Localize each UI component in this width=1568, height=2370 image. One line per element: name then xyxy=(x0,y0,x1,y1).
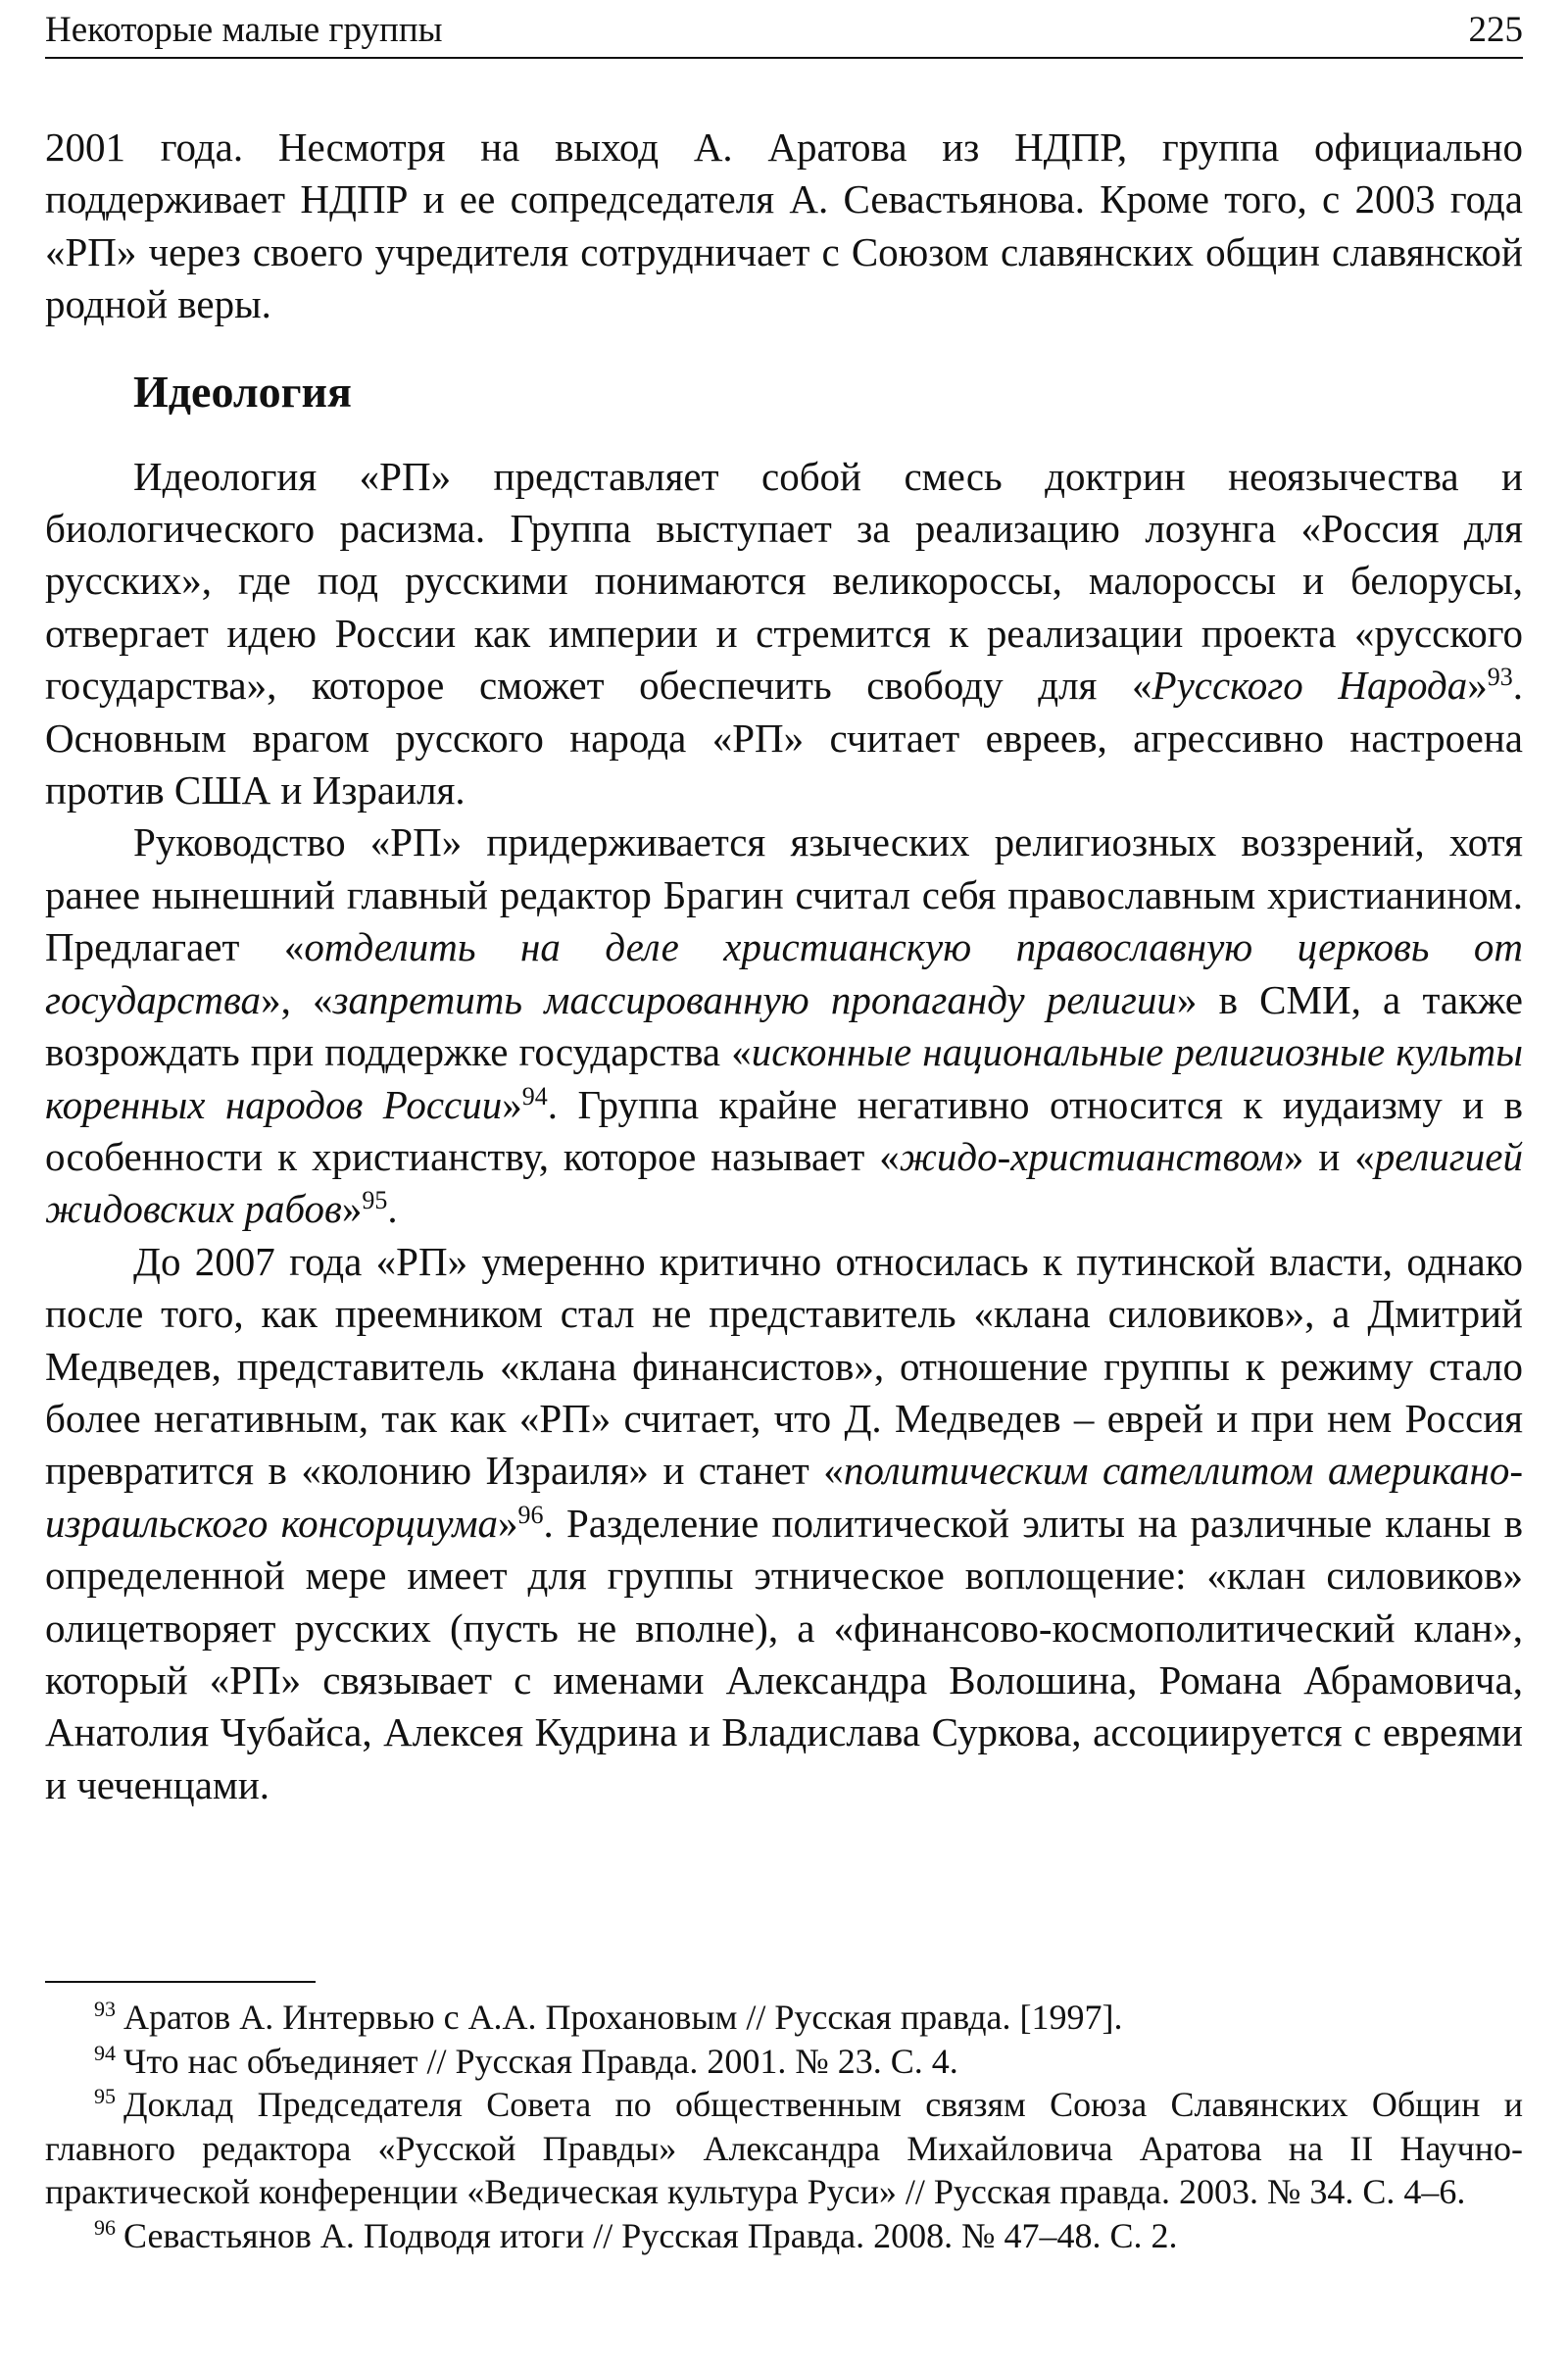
text-run: », « xyxy=(261,976,333,1022)
running-header xyxy=(45,6,1523,59)
footnotes xyxy=(45,1996,1523,2257)
text-run: Идеология «РП» представляет собой смесь доктрин неоязычества и биологического расизма. Группа выступает за реализацию лозунга «Россия для русских», где под русскими понимаются великороссы, малороссы и белорусы, отвергает идею России как империи и стремится к реализации проекта «русского государства», которое сможет обеспечить свободу для « xyxy=(45,453,1523,709)
text-run: » в СМИ, а также возрождать при поддержке государства « xyxy=(45,976,1523,1075)
page-number: 225 xyxy=(1468,10,1523,50)
footnote-text: Что нас объединяет // Русская Правда. 2001. № 23. С. 4. xyxy=(123,2041,958,2081)
footnote-item xyxy=(45,2040,1523,2084)
text-run: » и « xyxy=(1283,1133,1375,1179)
quote-italic: запретить массированную пропаганду религии xyxy=(332,976,1177,1022)
footnote-divider xyxy=(45,1981,316,1983)
intro-paragraph: 2001 года. Несмотря на выход А. Аратова из НДПР, группа официально поддерживает НДПР и ее сопредседателя А. Севастьянова. Кроме того, с 2003 года «РП» через своего учредителя сотрудничает с Союзом славянских общин славянской родной веры. xyxy=(45,124,1523,327)
footnote-number: 94 xyxy=(94,2040,116,2065)
text-run: До 2007 года «РП» умеренно критично относилась к путинской власти, однако после того, как преемником стал не представитель «клана силовиков», а Дмитрий Медведев, представитель «клана финансистов», отношение группы к режиму стало более негативным, так как «РП» считает, что Д. Медведев – еврей и при нем Россия превратится в «колонию Израиля» и станет « xyxy=(45,1238,1523,1494)
footnote-text: Аратов А. Интервью с А.А. Прохановым // Русская правда. [1997]. xyxy=(123,1998,1123,2037)
section-heading: Идеология xyxy=(133,366,352,417)
paragraph-religion xyxy=(45,816,1523,1235)
footnote-number: 96 xyxy=(94,2214,116,2240)
footnote-ref[interactable]: 94 xyxy=(521,1081,548,1111)
paragraph-ideology xyxy=(45,451,1523,817)
text-run: . Разделение политической элиты на различные кланы в определенной мере имеет для группы этническое воплощение: «клан силовиков» олицетворяет русских (пусть не вполне), а «финансово-космополитический клан», который «РП» связывает с именами Александра Волошина, Романа Абрамовича, Анатолия Чубайса, Алексея Кудрина и Владислава Суркова, ассоциируется с евреями и чеченцами. xyxy=(45,1500,1523,1807)
text-run: » xyxy=(1467,663,1488,709)
quote-italic: политическим сателлитом американо-израильского консорциума xyxy=(45,1448,1523,1546)
text-run: » xyxy=(502,1081,522,1127)
quote-italic: Русского Народа xyxy=(1152,663,1468,709)
running-title: Некоторые малые группы xyxy=(45,10,443,50)
quote-italic: исконные национальные религиозные культы коренных народов России xyxy=(45,1029,1523,1127)
footnote-ref[interactable]: 93 xyxy=(1487,663,1513,692)
footnote-ref[interactable]: 96 xyxy=(517,1500,544,1529)
quote-italic: жидо-христианством xyxy=(899,1133,1284,1179)
quote-italic: религией жидовских рабов xyxy=(45,1133,1523,1232)
main-text xyxy=(45,122,1523,1811)
footnote-number: 93 xyxy=(94,1997,116,2021)
text-run: . xyxy=(387,1186,398,1232)
footnote-item xyxy=(45,1996,1523,2040)
footnote-number: 95 xyxy=(94,2084,116,2108)
text-run: . Основным врагом русского народа «РП» считает евреев, агрессивно настроена против США и Израиля. xyxy=(45,663,1523,814)
paragraph-politics xyxy=(45,1236,1523,1811)
footnote-ref[interactable]: 95 xyxy=(362,1186,388,1215)
text-run: » xyxy=(498,1500,518,1546)
quote-italic: отделить на деле христианскую православную церковь от государства xyxy=(45,924,1524,1022)
text-run: » xyxy=(341,1186,363,1232)
text-run: Руководство «РП» придерживается языческих религиозных воззрений, хотя ранее нынешний главный редактор Брагин считал себя православным христианином. Предлагает « xyxy=(45,819,1523,970)
footnote-text: Доклад Председателя Совета по общественным связям Союза Славянских Общин и главного редактора «Русской Правды» Александра Михайловича Аратова на II Научно-практической конференции «Ведическая культура Руси» // Русская правда. 2003. № 34. С. 4–6. xyxy=(45,2085,1523,2211)
footnote-text: Севастьянов А. Подводя итоги // Русская Правда. 2008. № 47–48. С. 2. xyxy=(123,2215,1178,2255)
text-run: . Группа крайне негативно относится к иудаизму и в особенности к христианству, которое называет « xyxy=(45,1081,1523,1179)
footnote-item xyxy=(45,2083,1523,2214)
footnote-item xyxy=(45,2214,1523,2258)
